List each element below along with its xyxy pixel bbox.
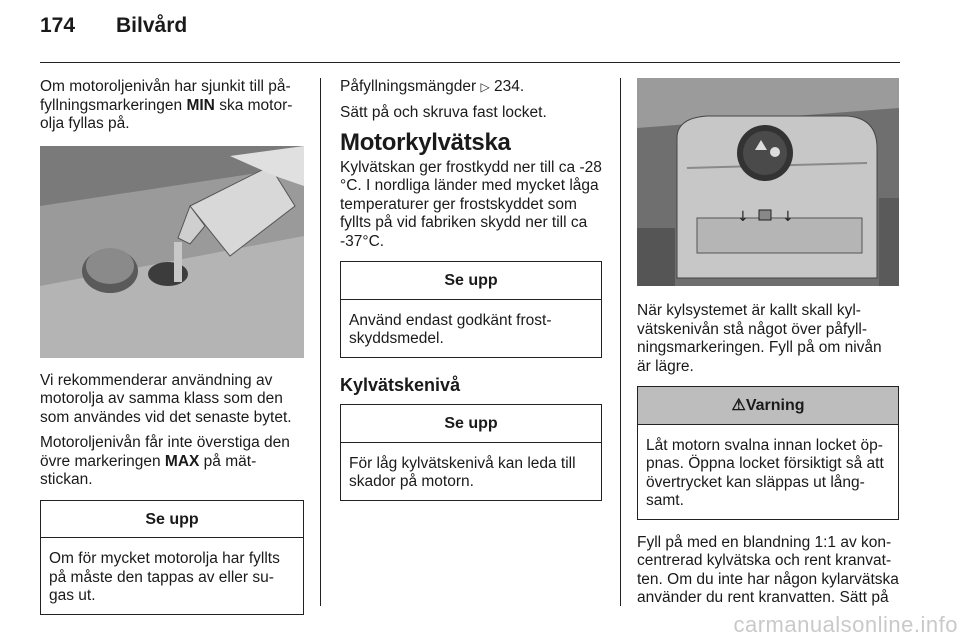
arrow-ref-icon[interactable]: ▷ <box>480 80 490 94</box>
paragraph-coolant-level: När kylsystemet är kallt skall kyl-vätskenivån stå något över påfyll-ningsmarkeringen. Fyll på om nivån är lägre. <box>637 302 882 375</box>
page-ref: 234. <box>489 78 525 95</box>
caution-box-oil <box>40 500 304 615</box>
svg-text:↓: ↓ <box>737 209 749 225</box>
caution-title: Se upp <box>341 262 601 300</box>
caution-text: Använd endast godkänt frost-skyddsmedel. <box>349 311 552 347</box>
column-divider <box>320 78 321 606</box>
section-heading: Motorkylvätska <box>340 129 511 156</box>
warning-box <box>637 386 899 520</box>
warning-triangle-icon: ⚠ <box>731 397 746 414</box>
oil-fill-illustration <box>40 146 304 358</box>
paragraph-oil-max <box>40 434 304 490</box>
subsection-heading: Kylvätskenivå <box>340 374 461 395</box>
paragraph-oil-min <box>40 78 304 134</box>
caution-box-antifreeze <box>340 261 602 358</box>
text: på mät-stickan. <box>40 452 257 488</box>
warning-title <box>638 387 898 425</box>
caution-text: Om för mycket motorolja har fyllts på måste den tappas av eller su-gas ut. <box>49 550 280 604</box>
text: Om motoroljenivån har sjunkit till på-fyllningsmarkeringen <box>40 78 291 114</box>
paragraph-antifreeze: Kylvätskan ger frostkydd ner till ca -28 °C. I nordliga länder med mycket låga temperaturer ger frostskyddet som fyllts på vid fabriken skydd ner till ca -37°C. <box>340 158 602 250</box>
column-2 <box>340 78 602 501</box>
max-label: MAX <box>164 452 200 470</box>
warning-label: Varning <box>745 397 805 414</box>
text: Påfyllningsmängder <box>340 78 481 95</box>
caution-text: För låg kylvätskenivå kan leda till skador på motorn. <box>349 454 576 490</box>
caution-box-level <box>340 404 602 501</box>
column-divider <box>620 78 621 606</box>
min-label: MIN <box>186 96 215 114</box>
caution-title: Se upp <box>341 405 601 443</box>
paragraph-fill-quantities <box>340 78 602 97</box>
page-header <box>40 14 187 38</box>
paragraph-mixture: Fyll på med en blandning 1:1 av kon-centrerad kylvätska och rent kranvat-ten. Om du inte har någon kylarvätska använder du rent kranvatten. Sätt på <box>637 533 899 606</box>
column-1 <box>40 78 304 615</box>
warning-text: Låt motorn svalna innan locket öp-pnas. Öppna locket försiktigt så att övertrycket kan släppas ut lång-samt. <box>646 436 884 509</box>
coolant-reservoir-illustration <box>637 78 899 286</box>
column-3 <box>637 78 899 615</box>
text: Motoroljenivån får inte överstiga den övre markeringen <box>40 434 290 470</box>
svg-text:↓: ↓ <box>782 209 794 225</box>
page-number: 174 <box>40 14 76 37</box>
text: ska motor-olja fyllas på. <box>40 96 293 132</box>
caution-title: Se upp <box>41 501 303 539</box>
header-rule <box>40 62 900 63</box>
watermark: carmanualsonline.info <box>733 612 958 637</box>
paragraph-cap: Sätt på och skruva fast locket. <box>340 103 547 121</box>
page-title: Bilvård <box>116 14 188 37</box>
paragraph-recommend: Vi rekommenderar användning av motorolja av samma klass som den som användes vid det senaste bytet. <box>40 371 292 426</box>
